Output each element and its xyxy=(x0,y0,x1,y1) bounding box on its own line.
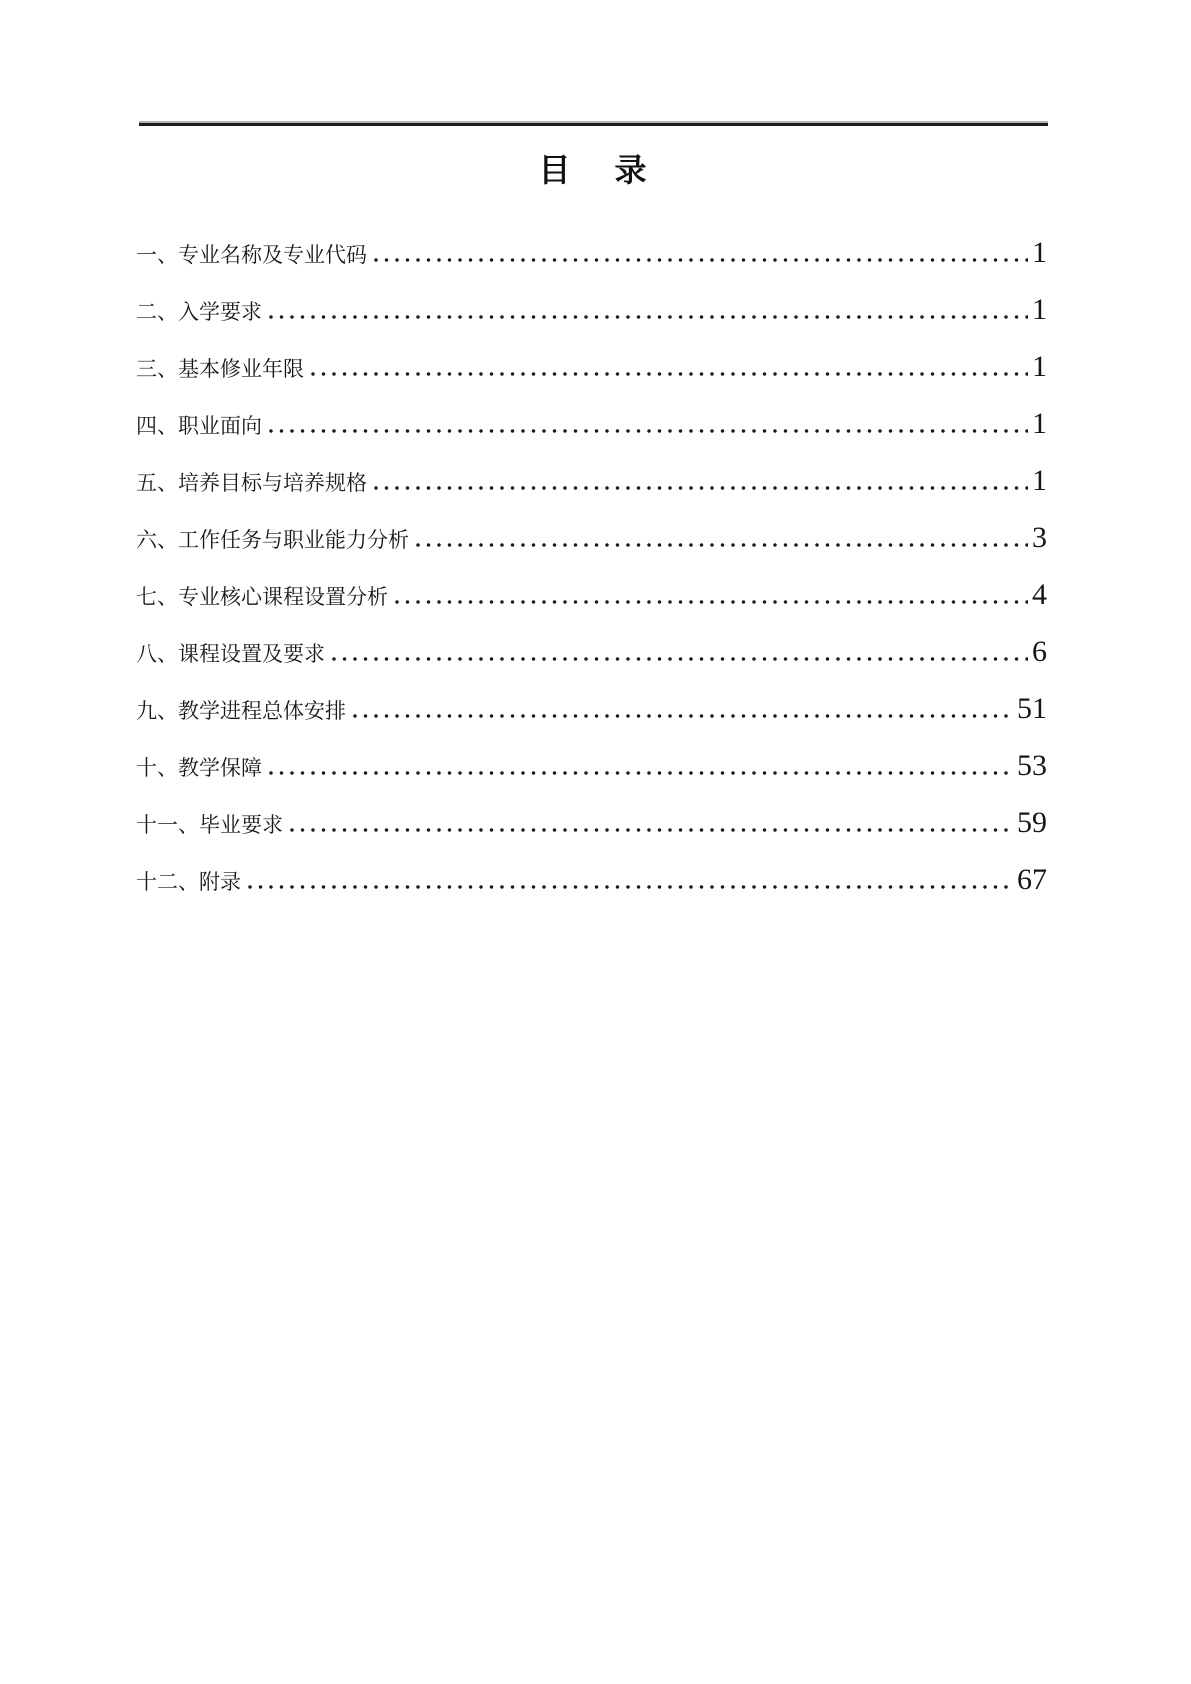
toc-entry-label: 一、专业名称及专业代码 xyxy=(136,243,367,267)
toc-entry-label: 十一、毕业要求 xyxy=(136,813,283,837)
toc-entry-label: 二、入学要求 xyxy=(136,300,262,324)
toc-entry xyxy=(136,509,1047,566)
dot-leader xyxy=(269,771,1013,775)
toc-entry xyxy=(136,737,1047,794)
toc-entry xyxy=(136,680,1047,737)
toc-entry-label: 九、教学进程总体安排 xyxy=(136,699,346,723)
toc-entry-page-number: 51 xyxy=(1017,692,1047,725)
toc-entry xyxy=(136,224,1047,281)
toc-entry-page-number: 1 xyxy=(1032,293,1047,326)
toc-entry xyxy=(136,281,1047,338)
toc-entry-page-number: 59 xyxy=(1017,806,1047,839)
toc-entry-page-number: 4 xyxy=(1032,578,1047,611)
dot-leader xyxy=(332,657,1028,661)
dot-leader xyxy=(353,714,1013,718)
dot-leader xyxy=(311,372,1028,376)
toc-entry-page-number: 1 xyxy=(1032,464,1047,497)
page-title: 目 录 xyxy=(538,152,653,188)
toc-entry-page-number: 1 xyxy=(1032,350,1047,383)
toc-entry-label: 五、培养目标与培养规格 xyxy=(136,471,367,495)
dot-leader xyxy=(248,885,1013,889)
toc-entry-label: 六、工作任务与职业能力分析 xyxy=(136,528,409,552)
header-rule-dark-line xyxy=(139,123,1048,126)
dot-leader xyxy=(416,543,1028,547)
toc-entry-label: 四、职业面向 xyxy=(136,414,262,438)
toc-entry-label: 十二、附录 xyxy=(136,870,241,894)
toc-entry-label: 十、教学保障 xyxy=(136,756,262,780)
toc-entry xyxy=(136,566,1047,623)
toc-entry xyxy=(136,794,1047,851)
dot-leader xyxy=(269,315,1028,319)
dot-leader xyxy=(374,258,1028,262)
toc-entry xyxy=(136,623,1047,680)
toc-entry xyxy=(136,452,1047,509)
toc-entry-page-number: 67 xyxy=(1017,863,1047,896)
dot-leader xyxy=(374,486,1028,490)
toc-entry-page-number: 6 xyxy=(1032,635,1047,668)
dot-leader xyxy=(290,828,1013,832)
header-rule xyxy=(139,121,1048,126)
toc-entry-label: 七、专业核心课程设置分析 xyxy=(136,585,388,609)
toc-entry-label: 三、基本修业年限 xyxy=(136,357,304,381)
toc-entry-page-number: 1 xyxy=(1032,407,1047,440)
table-of-contents xyxy=(136,224,1047,908)
dot-leader xyxy=(269,429,1028,433)
toc-entry xyxy=(136,338,1047,395)
toc-entry-page-number: 3 xyxy=(1032,521,1047,554)
toc-entry xyxy=(136,851,1047,908)
toc-entry-page-number: 1 xyxy=(1032,236,1047,269)
toc-entry xyxy=(136,395,1047,452)
toc-entry-label: 八、课程设置及要求 xyxy=(136,642,325,666)
toc-entry-page-number: 53 xyxy=(1017,749,1047,782)
dot-leader xyxy=(395,600,1028,604)
